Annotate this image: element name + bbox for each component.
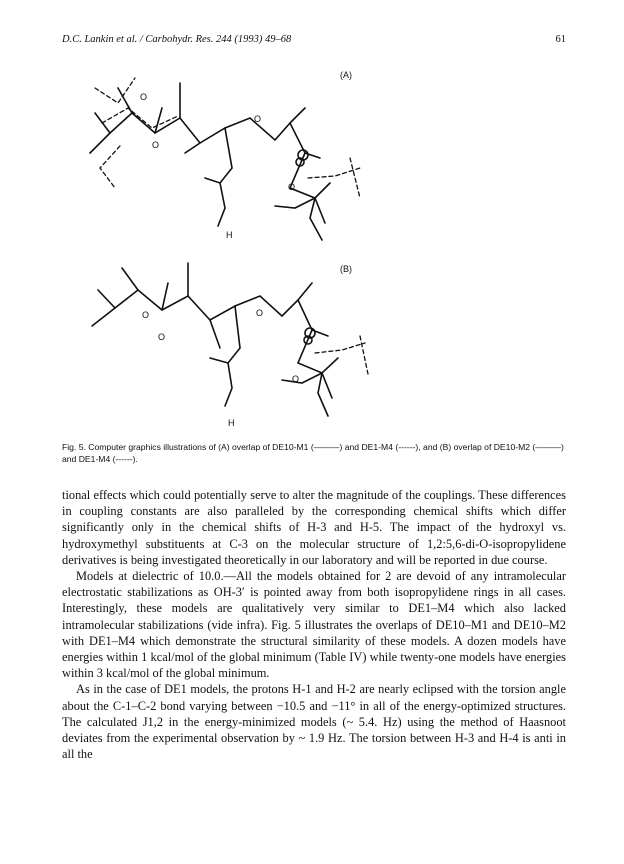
atom-label-o: O [288,182,296,192]
paragraph: As in the case of DE1 models, the protons H-1 and H-2 are nearly eclipsed with the torsion angle about the C-1–C-2 bond varying between −10.5 and −11° in all of the energy-optimized structures. The calculated J1,2 in the energy-minimized models (~ 5.4. Hz) using the method of Haasnoot deviates from the experimental observation by ~ 1.9 Hz. The torsion between H-3 and H-4 is anti in all the [62,682,566,762]
body-text [62,487,566,762]
running-header [62,34,566,50]
atom-label-o: O [254,114,262,124]
figure-caption: Fig. 5. Computer graphics illustrations of (A) overlap of DE10-M1 (———) and DE1-M4 (------), and (B) overlap of DE10-M2 (———) and DE1-M4 (------). [62,442,564,464]
paragraph: tional effects which could potentially serve to alter the magnitude of the couplings. These differences in coupling constants are also paralleled by the corresponding chemical shifts which differ significantly only in the chemical shifts of H-3 and H-5. The impact of the hydroxyl vs. hydroxymethyl substituents at C-3 on the molecular structure of 1,2:5,6-di-O-isopropylidene derivatives is being investigated theoretically in our laboratory and will be reported in due course. [62,488,566,567]
atom-label-o: O [140,92,148,102]
atom-label-o: O [152,140,160,150]
running-title: D.C. Lankin et al. / Carbohydr. Res. 244 (1993) 49–68 [62,34,292,45]
molecule-overlay-drawing [60,58,564,438]
figure-5 [60,58,564,438]
atom-label-o: O [292,374,300,384]
atom-label-o: O [158,332,166,342]
atom-label-h: H [226,230,233,240]
atom-label-o: O [256,308,264,318]
panel-b-label: (B) [340,264,352,274]
atom-label-h: H [228,418,235,428]
atom-label-o: O [142,310,150,320]
paragraph: Models at dielectric of 10.0.—All the models obtained for 2 are devoid of any intramolecular electrostatic stabilizations as OH-3′ is pointed away from both isopropylidene rings in all cases. Interestingly, these models are qualitatively very similar to DE1–M4 which also lacked intramolecular stabilizations (vide infra). Fig. 5 illustrates the overlaps of DE10–M1 and DE10–M2 with DE1–M4 which demonstrate the structural similarity of these models. A dozen models have energies within 1 kcal/mol of the global minimum (Table IV) while twenty-one models have energies within 3 kcal/mol of the global minimum. [62,569,566,681]
panel-a-label: (A) [340,70,352,80]
page-number: 61 [555,34,566,45]
